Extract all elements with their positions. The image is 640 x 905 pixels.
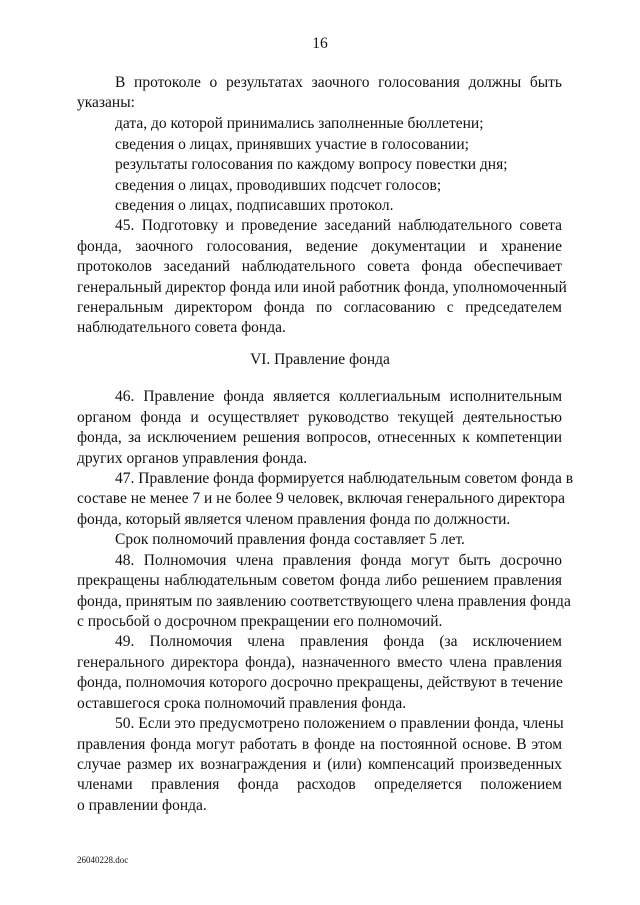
text-line: сведения о лицах, подписавших протокол. — [115, 197, 394, 214]
section-heading: VI. Правление фонда — [250, 351, 390, 368]
text-line: фонда, заочного голосования, ведение документации и хранение — [77, 238, 562, 255]
text-line: прекращены наблюдательным советом фонда либо решением правления — [77, 572, 562, 589]
text-line: фонда, который является членом правления фонда по должности. — [77, 511, 511, 528]
text-line: сведения о лицах, проводивших подсчет голосов; — [115, 177, 442, 194]
text-line: указаны: — [77, 94, 135, 111]
text-line: 46. Правление фонда является коллегиальным исполнительным — [115, 388, 562, 405]
text-line: составе не менее 7 и не более 9 человек, включая генерального директора — [77, 490, 565, 507]
text-line: генеральным директором фонда по согласованию с председателем — [77, 299, 562, 316]
text-line: случае размер их вознаграждения и (или) компенсаций произведенных — [77, 756, 562, 773]
text-line: 49. Полномочия члена правления фонда (за исключением — [115, 633, 562, 650]
text-line: 48. Полномочия члена правления фонда могут быть досрочно — [115, 552, 562, 569]
text-line: генерального директора фонда), назначенного вместо члена правления — [77, 654, 562, 671]
text-line: о правлении фонда. — [77, 797, 207, 814]
text-line: 47. Правление фонда формируется наблюдательным советом фонда в — [115, 470, 574, 487]
text-line: других органов управления фонда. — [77, 450, 308, 467]
text-line: протоколов заседаний наблюдательного совета фонда обеспечивает — [77, 258, 562, 275]
text-line: фонда, принятым по заявлению соответствующего члена правления фонда — [77, 593, 571, 610]
text-line: генеральный директор фонда или иной работник фонда, уполномоченный — [77, 279, 567, 296]
text-line: с просьбой о досрочном прекращении его полномочий. — [77, 613, 443, 630]
text-line: Срок полномочий правления фонда составляет 5 лет. — [115, 531, 465, 548]
text-line: фонда, за исключением решения вопросов, отнесенных к компетенции — [77, 429, 562, 446]
text-line: органом фонда и осуществляет руководство текущей деятельностью — [77, 409, 562, 426]
file-name-footer: 26040228.doc — [77, 855, 129, 865]
text-line: членами правления фонда расходов определяется положением — [77, 776, 562, 793]
page-number: 16 — [312, 35, 328, 52]
text-line: В протоколе о результатах заочного голосования должны быть — [115, 74, 562, 91]
text-line: оставшегося срока полномочий правления фонда. — [77, 695, 407, 712]
text-line: наблюдательного совета фонда. — [77, 319, 286, 336]
text-line: результаты голосования по каждому вопросу повестки дня; — [115, 156, 508, 173]
text-line: правления фонда могут работать в фонде на постоянной основе. В этом — [77, 736, 562, 753]
text-line: сведения о лицах, принявших участие в голосовании; — [115, 136, 469, 153]
text-line: дата, до которой принимались заполненные бюллетени; — [115, 115, 484, 132]
text-line: фонда, полномочия которого досрочно прекращены, действуют в течение — [77, 674, 563, 691]
text-line: 45. Подготовку и проведение заседаний наблюдательного совета — [115, 217, 562, 234]
text-line: 50. Если это предусмотрено положением о правлении фонда, члены — [115, 715, 564, 732]
